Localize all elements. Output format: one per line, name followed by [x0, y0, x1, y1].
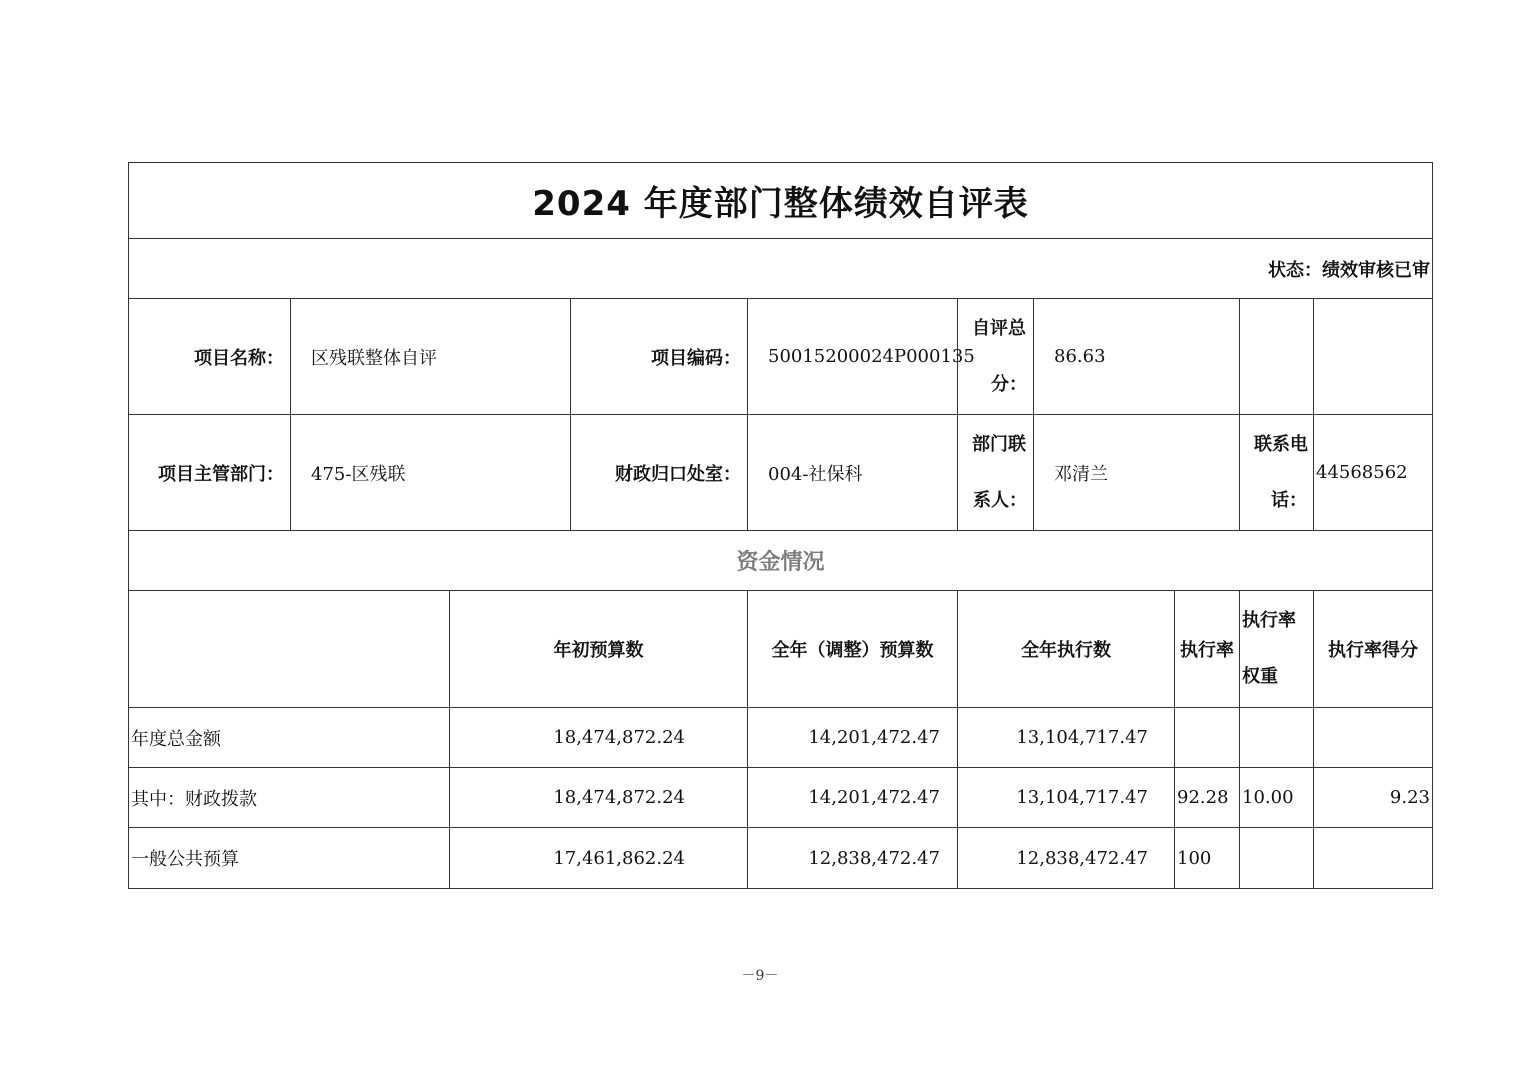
funds-header-row	[129, 591, 1432, 708]
executed-value: 12,838,472.47	[957, 828, 1174, 888]
project-name-value: 区残联整体自评	[290, 299, 570, 414]
header-initial-budget: 年初预算数	[449, 591, 747, 707]
score-label-line2: 分：	[991, 373, 1027, 395]
score-value	[1313, 708, 1432, 767]
score-label-line1: 自评总	[972, 317, 1026, 339]
contact-value: 邓清兰	[1033, 415, 1239, 530]
adjusted-budget-value: 14,201,472.47	[747, 768, 957, 827]
header-rate-weight-line2: 权重	[1242, 666, 1278, 687]
performance-form	[128, 162, 1433, 889]
executed-value: 13,104,717.47	[957, 708, 1174, 767]
score-value: 9.23	[1313, 768, 1432, 827]
phone-value: 44568562	[1313, 415, 1432, 530]
header-execution-rate: 执行率	[1174, 591, 1239, 707]
row-label: 一般公共预算	[131, 849, 239, 870]
table-row	[129, 768, 1432, 828]
table-row	[129, 828, 1432, 888]
empty-cell	[1239, 299, 1313, 414]
row-label: 年度总金额	[131, 728, 221, 750]
weight-value	[1239, 708, 1313, 767]
title-row	[129, 163, 1432, 239]
funds-section-row	[129, 531, 1432, 591]
rate-value: 92.28	[1174, 768, 1239, 827]
contact-label	[957, 415, 1033, 530]
phone-label	[1239, 415, 1313, 530]
empty-cell	[1313, 299, 1432, 414]
initial-budget-value: 17,461,862.24	[449, 828, 747, 888]
status-row	[129, 239, 1432, 299]
project-code-value: 50015200024P000135	[747, 299, 957, 414]
executed-value: 13,104,717.47	[957, 768, 1174, 827]
header-executed: 全年执行数	[957, 591, 1174, 707]
funds-section-title: 资金情况	[736, 550, 825, 575]
project-code-label: 项目编码：	[570, 299, 747, 414]
row-label: 其中：财政拨款	[131, 788, 257, 810]
empty-header-cell	[129, 591, 449, 707]
initial-budget-value: 18,474,872.24	[449, 708, 747, 767]
header-rate-score: 执行率得分	[1313, 591, 1432, 707]
contact-label-line2: 系人：	[973, 489, 1027, 511]
page-number: －9－	[741, 968, 779, 984]
finance-office-label: 财政归口处室：	[570, 415, 747, 530]
phone-label-line1: 联系电	[1254, 433, 1308, 455]
dept-info-row	[129, 415, 1432, 531]
dept-label: 项目主管部门：	[158, 463, 284, 485]
adjusted-budget-value: 12,838,472.47	[747, 828, 957, 888]
contact-label-line1: 部门联	[972, 433, 1026, 455]
finance-office-value: 004-社保科	[747, 415, 957, 530]
phone-label-line2: 话：	[1271, 489, 1307, 511]
table-row	[129, 708, 1432, 768]
score-value: 86.63	[1033, 299, 1239, 414]
initial-budget-value: 18,474,872.24	[449, 768, 747, 827]
rate-value	[1174, 708, 1239, 767]
project-name-label: 项目名称：	[194, 347, 284, 369]
status-text: 状态：绩效审核已审	[1268, 259, 1430, 281]
header-rate-weight	[1239, 591, 1313, 707]
rate-value: 100	[1174, 828, 1239, 888]
adjusted-budget-value: 14,201,472.47	[747, 708, 957, 767]
score-label	[957, 299, 1033, 414]
score-value	[1313, 828, 1432, 888]
dept-value: 475-区残联	[290, 415, 570, 530]
weight-value: 10.00	[1239, 768, 1313, 827]
form-title: 2024 年度部门整体绩效自评表	[532, 184, 1029, 224]
header-adjusted-budget: 全年（调整）预算数	[747, 591, 957, 707]
project-info-row	[129, 299, 1432, 415]
weight-value	[1239, 828, 1313, 888]
header-rate-weight-line1: 执行率	[1242, 610, 1296, 631]
